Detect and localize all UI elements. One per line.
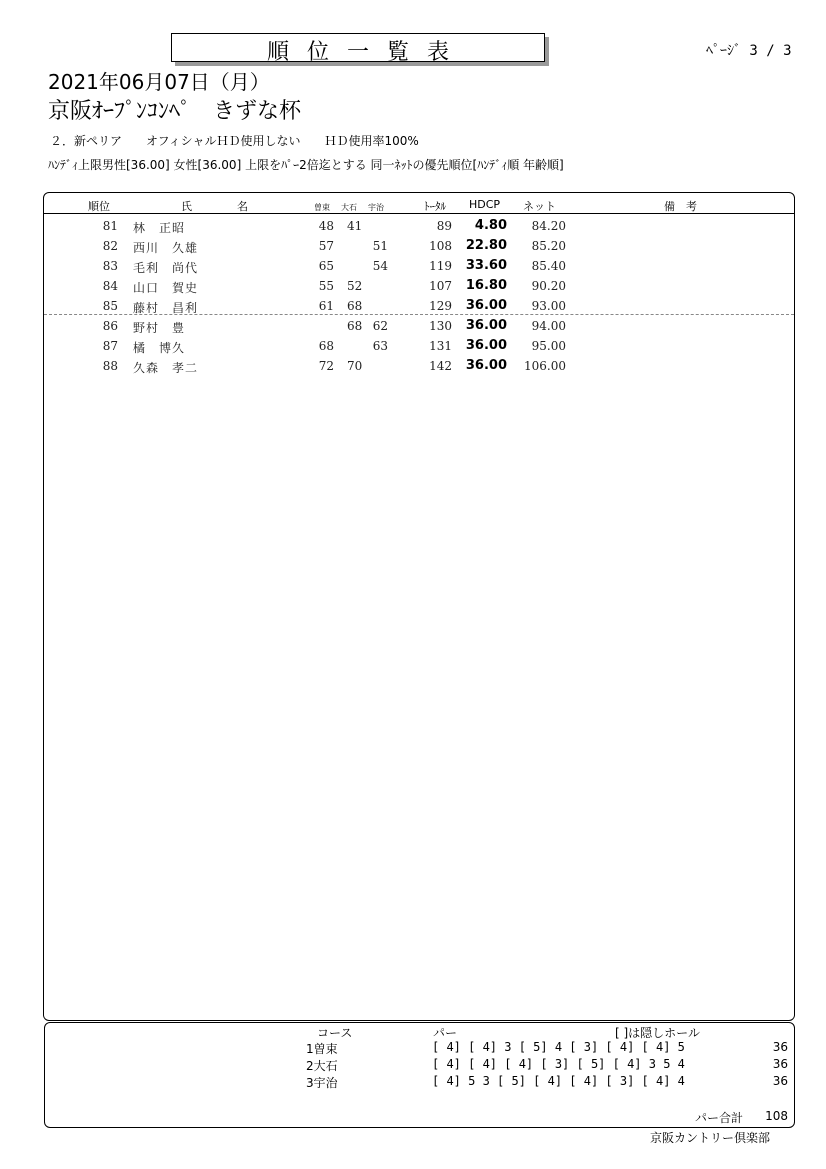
hdcp-cell: 36.00: [465, 318, 507, 333]
page-title: 順位一覧表: [266, 40, 467, 65]
col-header-hdcp: HDCP: [469, 198, 501, 211]
hdcp-cell: 36.00: [465, 298, 507, 313]
course-par-total: 36: [772, 1057, 788, 1071]
hdcp-cell: 33.60: [465, 258, 507, 273]
rank-cell: 83: [102, 259, 118, 273]
total-cell: 89: [436, 219, 452, 233]
table-row: [44, 277, 794, 297]
course1-cell: 68: [318, 339, 334, 353]
header-divider: [44, 213, 794, 214]
course1-cell: 65: [318, 259, 334, 273]
name-cell: 野村 豊: [133, 321, 186, 335]
net-cell: 94.00: [531, 319, 566, 333]
rank-cell: 88: [102, 359, 118, 373]
rank-cell: 86: [102, 319, 118, 333]
col-header-rank: 順位: [88, 200, 110, 213]
rule-line-2: ﾊﾝﾃﾞｨ上限男性[36.00] 女性[36.00] 上限をﾊﾟｰ2倍迄とする 同一ﾈｯﾄの優先順位[ﾊﾝﾃﾞｨ順 年齢順]: [48, 158, 564, 172]
total-cell: 119: [429, 259, 452, 273]
total-cell: 108: [429, 239, 452, 253]
table-row: [44, 317, 794, 337]
hdcp-cell: 36.00: [465, 358, 507, 373]
hdcp-cell: 36.00: [465, 338, 507, 353]
course-name: 1曽束: [306, 1042, 338, 1056]
name-cell: 山口 賀史: [133, 281, 199, 295]
net-cell: 106.00: [524, 359, 566, 373]
net-cell: 85.20: [531, 239, 566, 253]
name-cell: 久森 孝二: [133, 361, 199, 375]
table-row: [44, 357, 794, 377]
hdcp-cell: 4.80: [474, 218, 507, 233]
rule-line-1: ２．新ペリア オフィシャルＨＤ使用しない ＨＤ使用率100%: [50, 134, 419, 148]
net-cell: 93.00: [531, 299, 566, 313]
hdcp-cell: 16.80: [465, 278, 507, 293]
course3-cell: 62: [372, 319, 388, 333]
title-box: [171, 33, 545, 65]
net-cell: 85.40: [531, 259, 566, 273]
course-holes: [ 4] [ 4] 3 [ 5] 4 [ 3] [ 4] [ 4] 5: [432, 1040, 685, 1054]
table-row: [44, 257, 794, 277]
ranking-table: [43, 192, 795, 1021]
course1-cell: 57: [318, 239, 334, 253]
rank-cell: 85: [102, 299, 118, 313]
course3-cell: 63: [372, 339, 388, 353]
page-number: ﾍﾟｰｼﾞ 3 / 3: [706, 43, 792, 59]
name-cell: 西川 久雄: [133, 241, 199, 255]
rank-cell: 87: [102, 339, 118, 353]
course3-cell: 54: [372, 259, 388, 273]
net-cell: 95.00: [531, 339, 566, 353]
col-header-course2: 大石: [341, 203, 357, 212]
name-cell: 毛利 尚代: [133, 261, 199, 275]
total-cell: 130: [429, 319, 452, 333]
group-divider: [44, 314, 794, 315]
table-row: [44, 337, 794, 357]
course-par-total: 36: [772, 1040, 788, 1054]
competition-name: 京阪ｵｰﾌﾟﾝｺﾝﾍﾟ きずな杯: [48, 99, 302, 124]
course-par-total: 36: [772, 1074, 788, 1088]
course-holes: [ 4] [ 4] [ 4] [ 3] [ 5] [ 4] 3 5 4: [432, 1057, 685, 1071]
hdcp-cell: 22.80: [465, 238, 507, 253]
event-date: 2021年06月07日（月）: [48, 70, 270, 94]
col-header-total: ﾄｰﾀﾙ: [424, 200, 446, 213]
col-header-course3: 宇治: [368, 203, 384, 212]
course2-cell: 68: [347, 319, 363, 333]
club-name: 京阪カントリー倶楽部: [650, 1131, 771, 1145]
rank-cell: 84: [102, 279, 118, 293]
total-cell: 129: [429, 299, 452, 313]
net-cell: 90.20: [531, 279, 566, 293]
col-header-name-1: 氏: [181, 200, 192, 213]
rank-cell: 82: [102, 239, 118, 253]
course2-cell: 52: [347, 279, 363, 293]
total-cell: 107: [429, 279, 452, 293]
table-row: [44, 217, 794, 237]
course-holes: [ 4] 5 3 [ 5] [ 4] [ 4] [ 3] [ 4] 4: [432, 1074, 685, 1088]
col-header-remarks: 備 考: [664, 200, 697, 213]
hidden-hole-note: [ ]は隠しホール: [615, 1026, 700, 1040]
course2-cell: 70: [347, 359, 363, 373]
name-cell: 藤村 昌利: [133, 301, 199, 315]
par-label: パー: [433, 1026, 458, 1040]
course-name: 2大石: [306, 1059, 338, 1073]
total-cell: 142: [429, 359, 452, 373]
course1-cell: 48: [318, 219, 334, 233]
course-label: コース: [317, 1026, 353, 1040]
name-cell: 林 正昭: [133, 221, 186, 235]
name-cell: 橘 博久: [133, 341, 186, 355]
course-name: 3宇治: [306, 1076, 338, 1090]
course1-cell: 55: [318, 279, 334, 293]
course3-cell: 51: [372, 239, 388, 253]
course1-cell: 61: [318, 299, 334, 313]
course1-cell: 72: [318, 359, 334, 373]
table-row: [44, 237, 794, 257]
net-cell: 84.20: [531, 219, 566, 233]
total-cell: 131: [429, 339, 452, 353]
col-header-net: ネット: [523, 200, 556, 213]
col-header-name-2: 名: [237, 200, 248, 213]
course2-cell: 68: [347, 299, 363, 313]
rank-cell: 81: [102, 219, 118, 233]
par-total-value: 108: [765, 1109, 788, 1123]
par-total-label: パー合計: [695, 1111, 744, 1125]
col-header-course1: 曽束: [314, 203, 330, 212]
par-summary-box: [44, 1022, 795, 1128]
course2-cell: 41: [347, 219, 363, 233]
